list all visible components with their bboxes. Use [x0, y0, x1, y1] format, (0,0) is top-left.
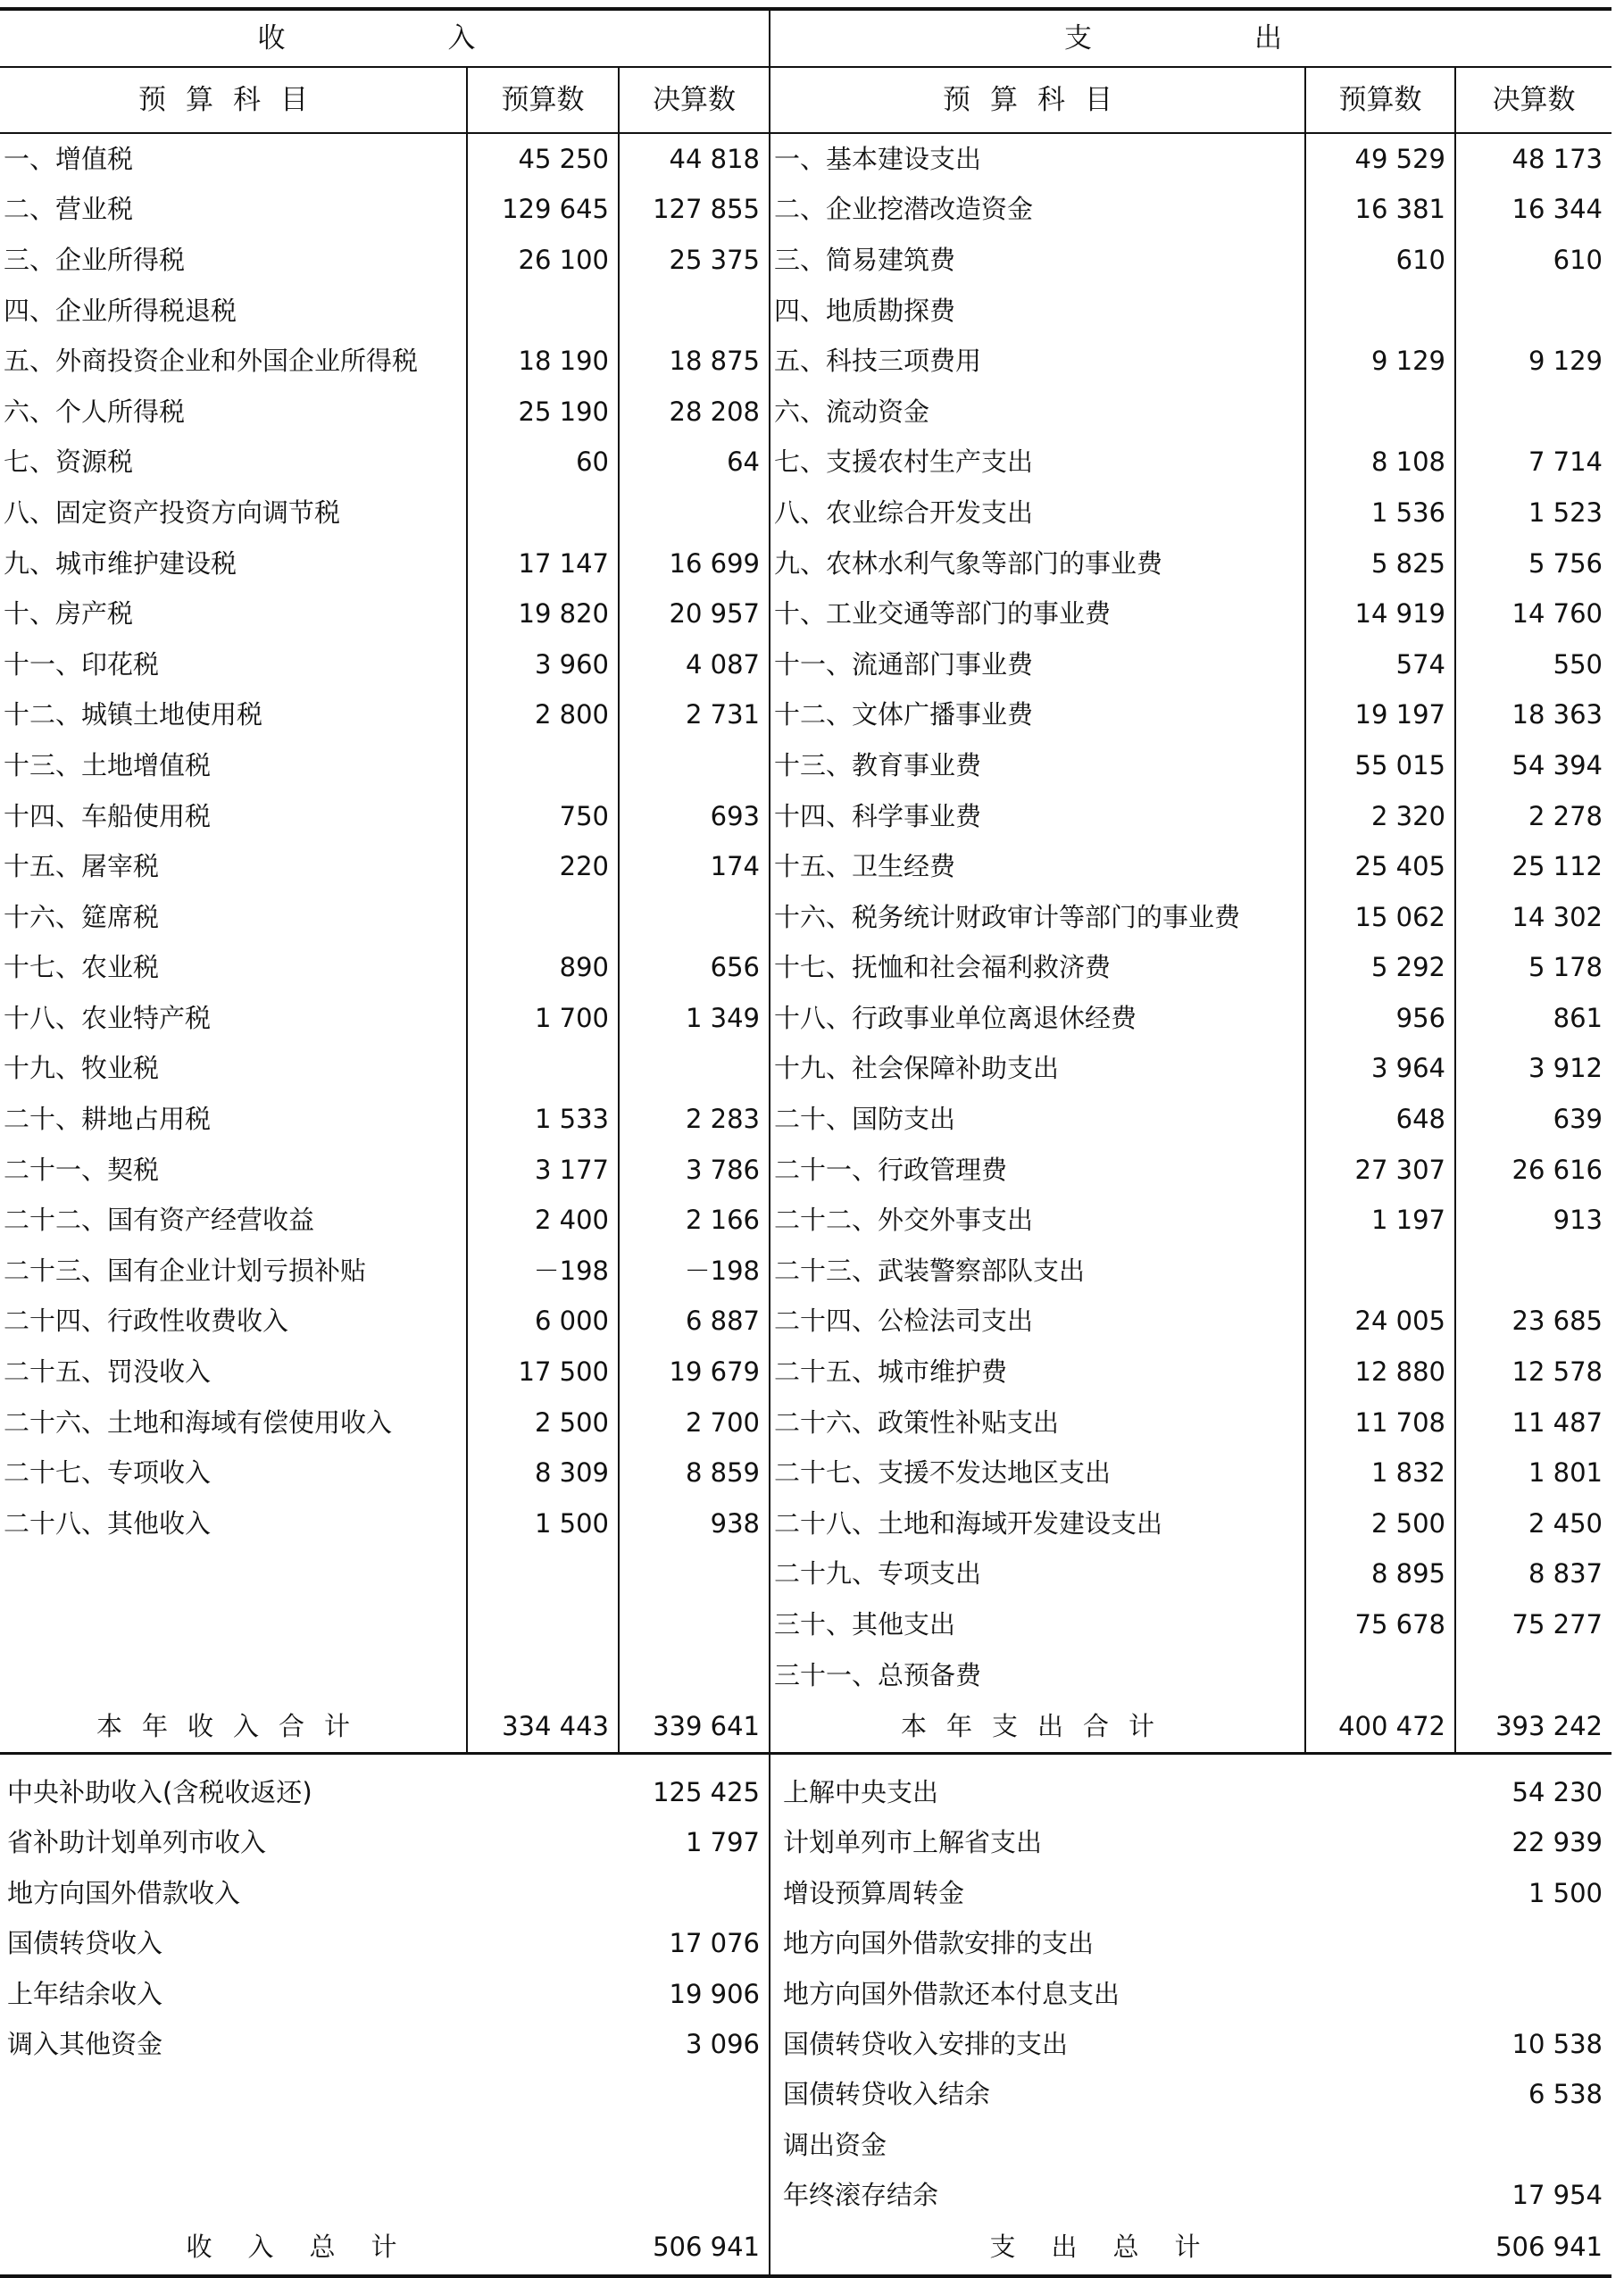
- expense-item-name: 三十、其他支出: [770, 1599, 1305, 1650]
- income-final-value: [619, 1044, 770, 1095]
- table-row: [0, 1347, 1612, 1398]
- income-transfer-name: 调入其他资金: [7, 2029, 163, 2060]
- expense-final-value: 1 801: [1455, 1448, 1612, 1498]
- expense-item-name: 二十五、城市维护费: [770, 1347, 1305, 1398]
- expense-item-name: 十六、税务统计财政审计等部门的事业费: [770, 892, 1305, 943]
- income-final-value: 6 887: [619, 1297, 770, 1348]
- expense-item-name: 二十四、公检法司支出: [770, 1297, 1305, 1348]
- table-row: [0, 286, 1612, 337]
- expense-total-budget: 400 472: [1305, 1700, 1455, 1754]
- expense-final-value: 610: [1455, 235, 1612, 286]
- expense-budget-value: 648: [1305, 1094, 1455, 1145]
- expense-final-value: 5 178: [1455, 943, 1612, 994]
- income-transfer-name: 中央补助收入(含税收返还): [7, 1777, 312, 1808]
- income-budget-value: [467, 286, 619, 337]
- transfer-row: [0, 1754, 1612, 1818]
- income-transfer-value: 3 096: [685, 2029, 760, 2060]
- section-header-row: [0, 9, 1612, 67]
- expense-budget-value: 1 197: [1305, 1195, 1455, 1246]
- income-final-value: 64: [619, 438, 770, 488]
- transfer-row: [0, 2120, 1612, 2170]
- income-final-value: 2 700: [619, 1398, 770, 1448]
- table-row: [0, 690, 1612, 741]
- income-final-value: 25 375: [619, 235, 770, 286]
- expense-final-value: 12 578: [1455, 1347, 1612, 1398]
- transfer-row: [0, 2171, 1612, 2221]
- expense-final-value: [1455, 286, 1612, 337]
- expense-item-name: 四、地质勘探费: [770, 286, 1305, 337]
- table-row: [0, 185, 1612, 236]
- expense-final-value: 8 837: [1455, 1549, 1612, 1600]
- income-budget-value: [467, 488, 619, 538]
- expense-item-name: 十一、流通部门事业费: [770, 639, 1305, 690]
- income-budget-value: 220: [467, 841, 619, 892]
- expense-budget-value: 5 292: [1305, 943, 1455, 994]
- expense-item-name: 七、支援农村生产支出: [770, 438, 1305, 488]
- income-grand-value: 506 941: [619, 2221, 770, 2276]
- expense-section-title: 支 出: [770, 9, 1612, 67]
- income-item-name: [0, 1650, 467, 1701]
- income-item-name: 十三、土地增值税: [4, 749, 212, 780]
- income-final-value: 19 679: [619, 1347, 770, 1398]
- table-row: [0, 588, 1612, 639]
- expense-final-value: 16 344: [1455, 185, 1612, 236]
- expense-grand-value: 506 941: [1455, 2221, 1612, 2276]
- expense-final-value: 75 277: [1455, 1599, 1612, 1650]
- income-transfer-value: [619, 1868, 770, 1918]
- transfer-row: [0, 2070, 1612, 2120]
- transfer-row: [0, 1868, 1612, 1918]
- transfer-row: [0, 1818, 1612, 1868]
- income-transfer-name: 上年结余收入: [7, 1978, 163, 2009]
- expense-transfer-value: 54 230: [1512, 1777, 1603, 1808]
- income-final-value: 16 699: [619, 538, 770, 589]
- income-transfer-name: 省补助计划单列市收入: [7, 1827, 267, 1858]
- table-row: [0, 1044, 1612, 1095]
- expense-final-value: 861: [1455, 993, 1612, 1044]
- expense-final-value: 639: [1455, 1094, 1612, 1145]
- income-item-name: 二十八、其他收入: [4, 1507, 212, 1539]
- expense-final-value: 550: [1455, 639, 1612, 690]
- table-row: [0, 1599, 1612, 1650]
- table-row: [0, 1195, 1612, 1246]
- transfer-row: [0, 1919, 1612, 1969]
- income-final-value: [619, 488, 770, 538]
- expense-item-name: 二十、国防支出: [770, 1094, 1305, 1145]
- expense-budget-value: 24 005: [1305, 1297, 1455, 1348]
- expense-budget-value: 11 708: [1305, 1398, 1455, 1448]
- expense-grand-label: 支出总计: [770, 2221, 1455, 2276]
- expense-item-name: 二十七、支援不发达地区支出: [770, 1448, 1305, 1498]
- income-final-value: 18 875: [619, 336, 770, 387]
- expense-budget-value: 75 678: [1305, 1599, 1455, 1650]
- expense-budget-value: 12 880: [1305, 1347, 1455, 1398]
- income-transfer-value: 19 906: [669, 1978, 760, 2009]
- expense-budget-value: 55 015: [1305, 740, 1455, 791]
- expense-budget-value: 49 529: [1305, 133, 1455, 185]
- expense-budget-value: [1305, 286, 1455, 337]
- expense-budget-value: 5 825: [1305, 538, 1455, 589]
- income-budget-value: 2 400: [467, 1195, 619, 1246]
- expense-transfer-name: 地方向国外借款安排的支出: [770, 1919, 1455, 1969]
- expense-item-name: 二、企业挖潜改造资金: [770, 185, 1305, 236]
- income-budget-value: [467, 740, 619, 791]
- table-row: [0, 438, 1612, 488]
- table-row: [0, 1549, 1612, 1600]
- table-row: [0, 1145, 1612, 1196]
- income-budget-value: [467, 892, 619, 943]
- expense-transfer-name: 上解中央支出: [770, 1754, 1455, 1818]
- income-final-value: [619, 1650, 770, 1701]
- income-transfer-name: 国债转贷收入: [7, 1928, 163, 1959]
- expense-budget-value: 2 320: [1305, 791, 1455, 842]
- income-budget-value: 3 177: [467, 1145, 619, 1196]
- income-item-name: 二十六、土地和海域有偿使用收入: [4, 1406, 393, 1438]
- expense-final-value: 1 523: [1455, 488, 1612, 538]
- expense-col-budget: 预算数: [1305, 67, 1455, 133]
- income-item-name: 十五、屠宰税: [4, 851, 160, 882]
- income-budget-value: [467, 1044, 619, 1095]
- table-row: [0, 993, 1612, 1044]
- income-transfer-name: [0, 2070, 619, 2120]
- table-row: [0, 1650, 1612, 1701]
- income-transfer-value: 1 797: [685, 1827, 760, 1858]
- expense-final-value: 2 278: [1455, 791, 1612, 842]
- income-transfer-name: [0, 2120, 619, 2170]
- income-budget-value: [467, 1650, 619, 1701]
- table-row: [0, 1094, 1612, 1145]
- transfer-row: [0, 1969, 1612, 2019]
- table-row: [0, 336, 1612, 387]
- expense-transfer-name: 国债转贷收入安排的支出: [770, 2019, 1455, 2069]
- income-item-name: 二十、耕地占用税: [4, 1104, 212, 1135]
- income-final-value: 8 859: [619, 1448, 770, 1498]
- expense-budget-value: 1 832: [1305, 1448, 1455, 1498]
- table-row: [0, 740, 1612, 791]
- expense-transfer-name: 计划单列市上解省支出: [770, 1818, 1455, 1868]
- income-item-name: 十七、农业税: [4, 952, 160, 983]
- expense-transfer-name: 调出资金: [770, 2120, 1455, 2170]
- expense-transfer-name: 地方向国外借款还本付息支出: [770, 1969, 1455, 2019]
- income-transfer-name: 地方向国外借款收入: [7, 1877, 241, 1908]
- income-budget-value: 60: [467, 438, 619, 488]
- expense-transfer-value: 6 538: [1528, 2079, 1603, 2110]
- income-budget-value: 6 000: [467, 1297, 619, 1348]
- expense-item-name: 十八、行政事业单位离退休经费: [770, 993, 1305, 1044]
- expense-final-value: 913: [1455, 1195, 1612, 1246]
- expense-item-name: 八、农业综合开发支出: [770, 488, 1305, 538]
- income-transfer-value: [619, 2120, 770, 2170]
- income-final-value: [619, 740, 770, 791]
- expense-final-value: 7 714: [1455, 438, 1612, 488]
- income-budget-value: 19 820: [467, 588, 619, 639]
- column-header-row: [0, 67, 1612, 133]
- income-item-name: 二十二、国有资产经营收益: [4, 1205, 315, 1236]
- income-final-value: [619, 1549, 770, 1600]
- expense-budget-value: 3 964: [1305, 1044, 1455, 1095]
- expense-final-value: 5 756: [1455, 538, 1612, 589]
- expense-budget-value: [1305, 387, 1455, 438]
- income-final-value: 2 731: [619, 690, 770, 741]
- income-final-value: －198: [619, 1246, 770, 1297]
- budget-table-page: [0, 7, 1612, 2278]
- expense-final-value: 18 363: [1455, 690, 1612, 741]
- income-item-name: 九、城市维护建设税: [4, 547, 237, 579]
- income-item-name: 二、营业税: [4, 194, 134, 225]
- expense-item-name: 六、流动资金: [770, 387, 1305, 438]
- income-item-name: 一、增值税: [4, 143, 134, 174]
- income-budget-value: 45 250: [467, 133, 619, 185]
- expense-item-name: 十九、社会保障补助支出: [770, 1044, 1305, 1095]
- expense-total-final: 393 242: [1455, 1700, 1612, 1754]
- income-item-name: 二十三、国有企业计划亏损补贴: [4, 1255, 367, 1286]
- expense-total-label: 本年支出合计: [770, 1700, 1305, 1754]
- expense-final-value: 2 450: [1455, 1498, 1612, 1549]
- expense-item-name: 二十三、武装警察部队支出: [770, 1246, 1305, 1297]
- income-item-name: 三、企业所得税: [4, 244, 186, 275]
- expense-final-value: [1455, 387, 1612, 438]
- income-item-name: 二十四、行政性收费收入: [4, 1306, 289, 1337]
- table-row: [0, 841, 1612, 892]
- income-final-value: 1 349: [619, 993, 770, 1044]
- expense-item-name: 二十八、土地和海域开发建设支出: [770, 1498, 1305, 1549]
- expense-budget-value: 1 536: [1305, 488, 1455, 538]
- income-grand-label: 收入总计: [0, 2221, 619, 2276]
- income-budget-value: 18 190: [467, 336, 619, 387]
- table-row: [0, 892, 1612, 943]
- income-final-value: 693: [619, 791, 770, 842]
- table-row: [0, 488, 1612, 538]
- table-row: [0, 1246, 1612, 1297]
- expense-transfer-value: [1455, 1919, 1612, 1969]
- income-transfer-value: 125 425: [653, 1777, 760, 1808]
- expense-transfer-name: 年终滚存结余: [770, 2171, 1455, 2221]
- income-budget-value: －198: [467, 1246, 619, 1297]
- income-budget-value: 2 800: [467, 690, 619, 741]
- expense-final-value: 48 173: [1455, 133, 1612, 185]
- table-row: [0, 387, 1612, 438]
- expense-final-value: 14 760: [1455, 588, 1612, 639]
- expense-budget-value: 19 197: [1305, 690, 1455, 741]
- income-total-label: 本年收入合计: [0, 1700, 467, 1754]
- income-budget-value: 1 533: [467, 1094, 619, 1145]
- income-transfer-name: [0, 2171, 619, 2221]
- income-budget-value: [467, 1599, 619, 1650]
- expense-budget-value: 15 062: [1305, 892, 1455, 943]
- table-row: [0, 791, 1612, 842]
- expense-item-name: 十、工业交通等部门的事业费: [770, 588, 1305, 639]
- expense-item-name: 二十六、政策性补贴支出: [770, 1398, 1305, 1448]
- expense-item-name: 十七、抚恤和社会福利救济费: [770, 943, 1305, 994]
- expense-transfer-value: 1 500: [1528, 1877, 1603, 1908]
- income-budget-value: 8 309: [467, 1448, 619, 1498]
- expense-budget-value: 2 500: [1305, 1498, 1455, 1549]
- expense-budget-value: 27 307: [1305, 1145, 1455, 1196]
- expense-transfer-value: 10 538: [1512, 2029, 1603, 2060]
- income-final-value: [619, 1599, 770, 1650]
- expense-transfer-name: 国债转贷收入结余: [770, 2070, 1455, 2120]
- expense-final-value: 3 912: [1455, 1044, 1612, 1095]
- expense-transfer-value: [1455, 1969, 1612, 2019]
- income-total-budget: 334 443: [467, 1700, 619, 1754]
- income-final-value: 20 957: [619, 588, 770, 639]
- expense-item-name: 一、基本建设支出: [770, 133, 1305, 185]
- expense-item-name: 十二、文体广播事业费: [770, 690, 1305, 741]
- income-final-value: [619, 286, 770, 337]
- income-final-value: 656: [619, 943, 770, 994]
- income-col-item: 预算科目: [0, 67, 467, 133]
- income-item-name: 二十一、契税: [4, 1154, 160, 1185]
- income-budget-value: 26 100: [467, 235, 619, 286]
- income-final-value: 174: [619, 841, 770, 892]
- income-item-name: [0, 1599, 467, 1650]
- expense-item-name: 二十一、行政管理费: [770, 1145, 1305, 1196]
- expense-final-value: 25 112: [1455, 841, 1612, 892]
- income-item-name: 四、企业所得税退税: [4, 295, 237, 326]
- table-row: [0, 943, 1612, 994]
- income-final-value: 28 208: [619, 387, 770, 438]
- expense-transfer-value: 17 954: [1512, 2180, 1603, 2211]
- grand-total-row: [0, 2221, 1612, 2276]
- expense-budget-value: 9 129: [1305, 336, 1455, 387]
- expense-item-name: 十五、卫生经费: [770, 841, 1305, 892]
- expense-transfer-value: 22 939: [1512, 1827, 1603, 1858]
- expense-final-value: 23 685: [1455, 1297, 1612, 1348]
- income-final-value: 2 166: [619, 1195, 770, 1246]
- income-transfer-value: [619, 2070, 770, 2120]
- income-item-name: 二十七、专项收入: [4, 1457, 212, 1489]
- income-item-name: 十九、牧业税: [4, 1053, 160, 1084]
- table-row: [0, 235, 1612, 286]
- income-budget-value: 129 645: [467, 185, 619, 236]
- income-budget-value: [467, 1549, 619, 1600]
- income-item-name: [0, 1549, 467, 1600]
- income-budget-value: 3 960: [467, 639, 619, 690]
- expense-final-value: [1455, 1246, 1612, 1297]
- income-transfer-value: 17 076: [669, 1928, 760, 1959]
- table-row: [0, 1448, 1612, 1498]
- annual-total-row: [0, 1700, 1612, 1754]
- income-item-name: 十八、农业特产税: [4, 1002, 212, 1033]
- expense-item-name: 九、农林水利气象等部门的事业费: [770, 538, 1305, 589]
- table-row: [0, 133, 1612, 185]
- expense-budget-value: 574: [1305, 639, 1455, 690]
- expense-budget-value: 8 108: [1305, 438, 1455, 488]
- income-budget-value: 750: [467, 791, 619, 842]
- expense-transfer-name: 增设预算周转金: [770, 1868, 1455, 1918]
- expense-item-name: 五、科技三项费用: [770, 336, 1305, 387]
- income-budget-value: 25 190: [467, 387, 619, 438]
- expense-item-name: 二十二、外交外事支出: [770, 1195, 1305, 1246]
- expense-final-value: 11 487: [1455, 1398, 1612, 1448]
- income-item-name: 八、固定资产投资方向调节税: [4, 496, 341, 528]
- expense-budget-value: 8 895: [1305, 1549, 1455, 1600]
- table-row: [0, 1498, 1612, 1549]
- income-budget-value: 2 500: [467, 1398, 619, 1448]
- income-final-value: 938: [619, 1498, 770, 1549]
- income-final-value: 127 855: [619, 185, 770, 236]
- expense-final-value: 26 616: [1455, 1145, 1612, 1196]
- expense-final-value: 54 394: [1455, 740, 1612, 791]
- income-budget-value: 1 500: [467, 1498, 619, 1549]
- income-budget-value: 890: [467, 943, 619, 994]
- expense-budget-value: 14 919: [1305, 588, 1455, 639]
- expense-budget-value: 610: [1305, 235, 1455, 286]
- income-budget-value: 1 700: [467, 993, 619, 1044]
- expense-budget-value: [1305, 1246, 1455, 1297]
- expense-budget-value: [1305, 1650, 1455, 1701]
- income-final-value: 4 087: [619, 639, 770, 690]
- expense-budget-value: 16 381: [1305, 185, 1455, 236]
- table-row: [0, 1297, 1612, 1348]
- expense-final-value: [1455, 1650, 1612, 1701]
- expense-col-item: 预算科目: [770, 67, 1305, 133]
- income-col-final: 决算数: [619, 67, 770, 133]
- table-row: [0, 639, 1612, 690]
- table-row: [0, 538, 1612, 589]
- income-item-name: 十四、车船使用税: [4, 800, 212, 831]
- expense-final-value: 9 129: [1455, 336, 1612, 387]
- income-col-budget: 预算数: [467, 67, 619, 133]
- income-item-name: 十二、城镇土地使用税: [4, 699, 263, 730]
- income-section-title: 收 入: [0, 9, 770, 67]
- income-final-value: 2 283: [619, 1094, 770, 1145]
- expense-item-name: 二十九、专项支出: [770, 1549, 1305, 1600]
- expense-budget-value: 956: [1305, 993, 1455, 1044]
- expense-item-name: 三、简易建筑费: [770, 235, 1305, 286]
- income-item-name: 六、个人所得税: [4, 396, 186, 427]
- income-item-name: 二十五、罚没收入: [4, 1356, 212, 1388]
- transfer-row: [0, 2019, 1612, 2069]
- expense-item-name: 三十一、总预备费: [770, 1650, 1305, 1701]
- income-total-final: 339 641: [619, 1700, 770, 1754]
- income-item-name: 十、房产税: [4, 598, 134, 630]
- income-final-value: [619, 892, 770, 943]
- income-final-value: 44 818: [619, 133, 770, 185]
- expense-item-name: 十四、科学事业费: [770, 791, 1305, 842]
- budget-table: [0, 7, 1612, 2278]
- income-final-value: 3 786: [619, 1145, 770, 1196]
- expense-final-value: 14 302: [1455, 892, 1612, 943]
- expense-col-final: 决算数: [1455, 67, 1612, 133]
- table-row: [0, 1398, 1612, 1448]
- expense-item-name: 十三、教育事业费: [770, 740, 1305, 791]
- income-budget-value: 17 147: [467, 538, 619, 589]
- income-budget-value: 17 500: [467, 1347, 619, 1398]
- income-item-name: 十一、印花税: [4, 648, 160, 680]
- income-item-name: 五、外商投资企业和外国企业所得税: [4, 346, 419, 377]
- expense-transfer-value: [1455, 2120, 1612, 2170]
- income-item-name: 十六、筵席税: [4, 901, 160, 932]
- expense-budget-value: 25 405: [1305, 841, 1455, 892]
- income-transfer-value: [619, 2171, 770, 2221]
- income-item-name: 七、资源税: [4, 446, 134, 478]
